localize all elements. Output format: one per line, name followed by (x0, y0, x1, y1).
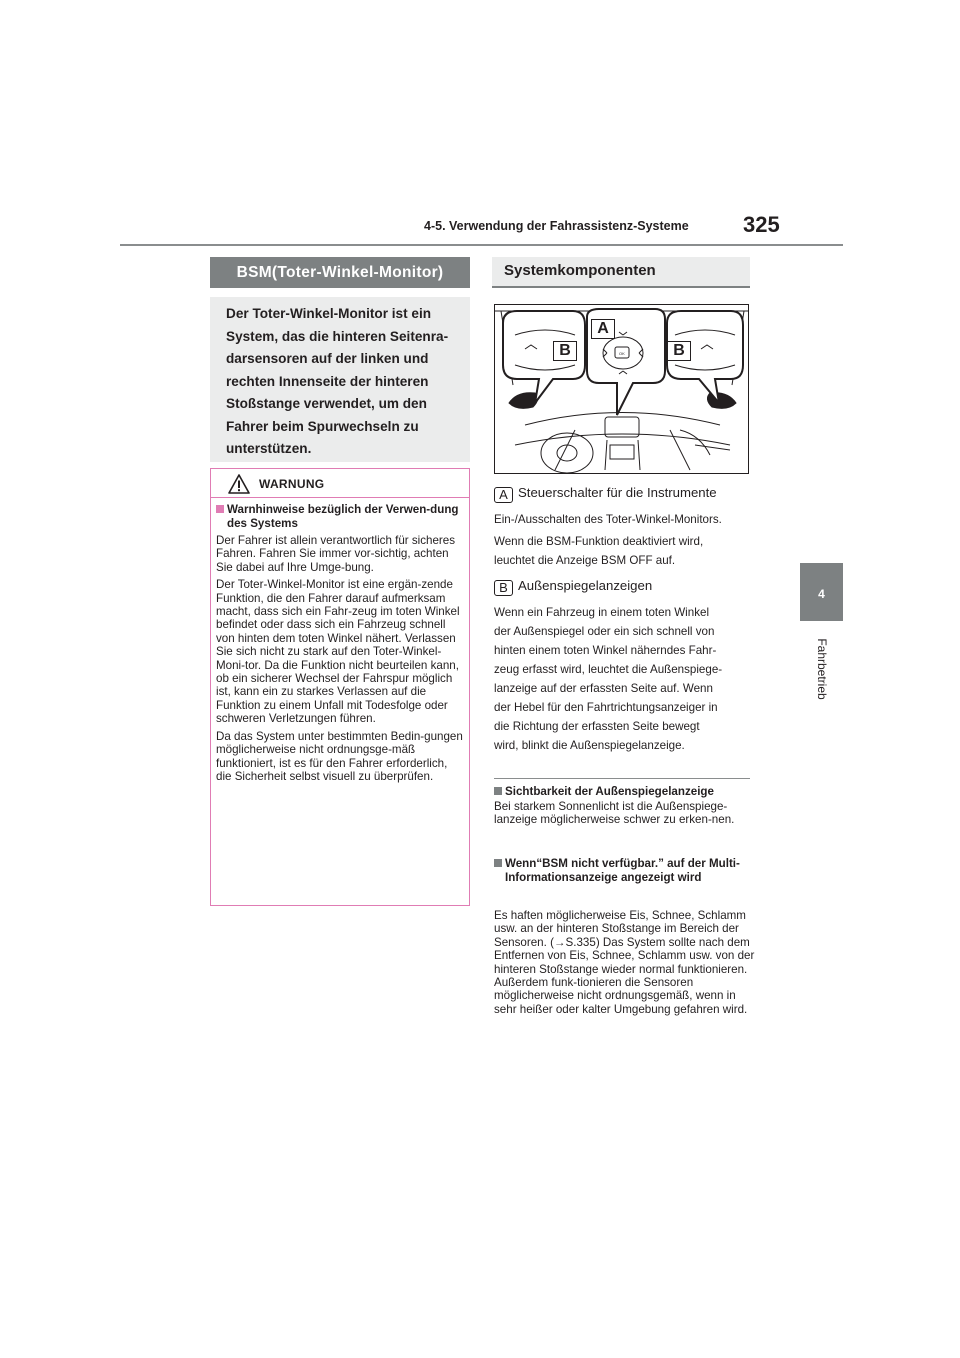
warning-paragraph: Der Fahrer ist allein verantwortlich für sicheres Fahren. Fahren Sie immer vor-sichtig, achten Sie dabei auf Ihre Umge-bung. (216, 534, 456, 574)
desc-line: lanzeige auf der erfassten Seite auf. Wenn (494, 682, 713, 695)
chapter-tab (800, 563, 843, 621)
intro-line: System, das die hinteren Seitenra- (226, 328, 449, 344)
warning-box (210, 468, 470, 906)
note-heading-text: Wenn“BSM nicht verfügbar.” auf der Multi-Informationsanzeige angezeigt wird (505, 857, 740, 884)
notes-divider (494, 778, 750, 779)
note-heading-text: Sichtbarkeit der Außenspiegelanzeige (505, 785, 714, 798)
callout-b-left (553, 341, 577, 361)
chapter-label: Fahrbetrieb (815, 638, 829, 700)
components-section-title: Systemkomponenten (492, 257, 750, 288)
chapter-number: 4 (818, 587, 825, 601)
component-b-text: Außenspiegelanzeigen (518, 578, 653, 593)
bullet-square-icon (494, 787, 502, 795)
desc-line: zeug erfasst wird, leuchtet die Außenspiege- (494, 663, 723, 676)
header-divider (120, 244, 843, 246)
page-number: 325 (743, 212, 780, 237)
intro-line: Stoßstange verwendet, um den (226, 396, 427, 411)
note-heading (494, 857, 754, 884)
letter-box-a: A (494, 487, 513, 503)
intro-line: Fahrer beim Spurwechseln zu (226, 418, 419, 434)
component-a-label (494, 485, 717, 503)
bsm-section-title: BSM(Toter-Winkel-Monitor) (210, 257, 470, 288)
component-a-description (494, 510, 754, 570)
desc-line: Wenn ein Fahrzeug in einem toten Winkel (494, 606, 710, 619)
svg-text:OK: OK (619, 351, 625, 356)
warning-label: WARNUNG (259, 477, 325, 491)
bullet-square-icon (216, 505, 224, 513)
warning-header (211, 469, 469, 498)
callout-b-letter: B (673, 342, 685, 359)
desc-line: der Außenspiegel oder ein sich schnell von (494, 625, 715, 638)
component-b-label (494, 578, 652, 596)
intro-line: darsensoren auf der linken und (226, 351, 429, 366)
bullet-square-icon (494, 859, 502, 867)
desc-line: der Hebel für den Fahrtrichtungsanzeiger in (494, 701, 718, 714)
warning-body (211, 498, 469, 783)
desc-line: Wenn die BSM-Funktion deaktiviert wird, (494, 535, 704, 548)
desc-line: Ein-/Ausschalten des Toter-Winkel-Monitors. (494, 513, 722, 526)
desc-line: wird, blinkt die Außenspiegelanzeige. (494, 739, 685, 752)
note-text: Es haften möglicherweise Eis, Schnee, Schlamm usw. an der hinteren Stoßstange im Bereich der Sensoren. (→S.335) Das System sollte nach dem Entfernen von Eis, Schnee, Schlamm usw. von der hinteren Stoßstange wieder normal funktionieren. Außerdem funk-tionieren die Sensoren möglicherweise nicht ordnungsgemäß, wenn in sehr heißer oder kalter Umgebung gefahren wird. (494, 909, 755, 1016)
component-a-text: Steuerschalter für die Instrumente (518, 485, 717, 500)
desc-line: die Richtung der erfassten Seite bewegt (494, 720, 700, 733)
callout-b-letter: B (559, 342, 571, 359)
letter-box-b: B (494, 580, 513, 596)
desc-line: leuchtet die Anzeige BSM OFF auf. (494, 554, 676, 567)
running-header: 4-5. Verwendung der Fahrassistenz-Systeme (424, 219, 689, 233)
intro-line: unterstützen. (226, 441, 312, 456)
bsm-intro-box (210, 297, 470, 462)
dashboard-illustration (494, 304, 749, 474)
warning-paragraph: Der Toter-Winkel-Monitor ist eine ergän-zende Funktion, die den Fahrer darauf aufmerksam macht, dass sich ein Fahr-zeug im toten Winkel befindet oder dass sich ein Fahrzeug schnell von hinten dem toten Winkel nähert. Verlassen Sie sich nicht zu stark auf den Toter-Winkel-Moni-tor. Da die Funktion nicht beurteilen kann, ob ein sicherer Wechsel der Fahrspur möglich ist, kann ein zu starkes Verlassen auf die Funktion zu einem Unfall mit Todesfolge oder schweren Verletzungen führen. (216, 578, 460, 726)
callout-b-right (667, 341, 691, 361)
warning-triangle-icon (228, 474, 250, 494)
warning-subheading (216, 503, 463, 530)
note-text: Bei starkem Sonnenlicht ist die Außenspiege-lanzeige möglicherweise schwer zu erken-nen. (494, 800, 735, 827)
component-b-description (494, 603, 754, 755)
intro-line: Der Toter-Winkel-Monitor ist ein (226, 306, 432, 321)
intro-line: rechten Innenseite der hinteren (226, 373, 429, 389)
warning-paragraph: Da das System unter bestimmten Bedin-gungen möglicherweise nicht ordnungsge-mäß funktioniert, ist es für den Fahrer erforderlich, die Sicherheit selbst visuell zu überprüfen. (216, 729, 463, 783)
dashboard-drawing (495, 305, 749, 474)
note-heading (494, 785, 754, 799)
callout-a (591, 319, 615, 339)
callout-a-letter: A (597, 320, 609, 337)
chapter-label-container (790, 634, 854, 704)
warning-subheading-text: Warnhinweise bezüglich der Verwen-dung des Systems (227, 503, 459, 530)
desc-line: hinten einem toten Winkel näherndes Fahr- (494, 644, 717, 657)
